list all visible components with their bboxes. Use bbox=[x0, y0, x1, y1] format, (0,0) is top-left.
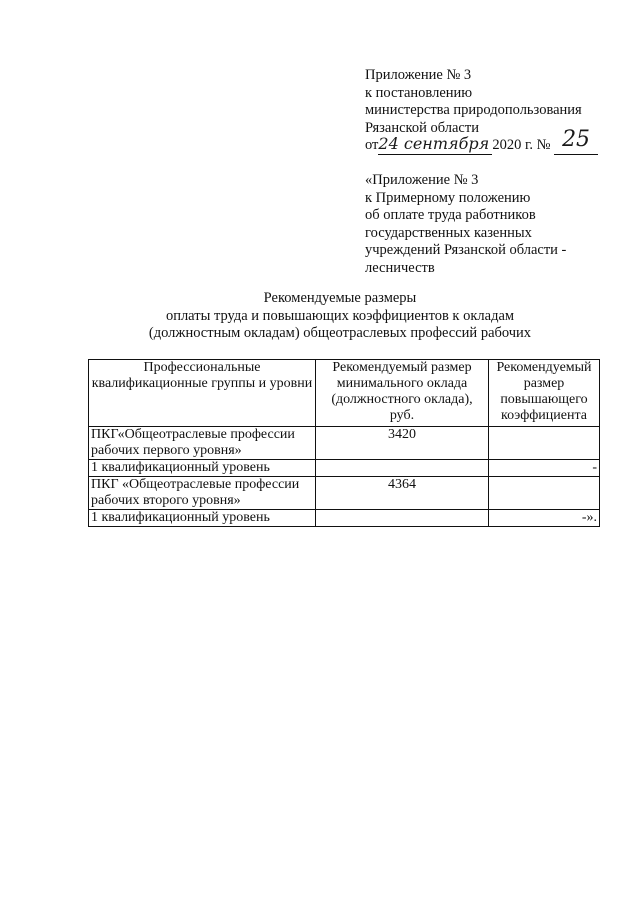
title-line: (должностным окладам) общеотраслевых профессий рабочих bbox=[148, 325, 532, 341]
table-row bbox=[89, 460, 600, 477]
salary-cell bbox=[316, 460, 489, 477]
table-row bbox=[89, 477, 600, 510]
handwritten-number: 25 bbox=[562, 126, 591, 152]
header-line: Приложение № 3 bbox=[365, 67, 472, 83]
level-name: 1 квалификационный уровень bbox=[89, 460, 316, 477]
group-name: ПКГ«Общеотраслевые профессии рабочих первого уровня» bbox=[89, 427, 316, 460]
annex-line: «Приложение № 3 bbox=[365, 172, 479, 188]
salary-cell: 4364 bbox=[316, 477, 489, 510]
annex-line: учреждений Рязанской области - bbox=[365, 242, 567, 259]
table-row bbox=[89, 510, 600, 527]
document-title bbox=[60, 290, 620, 343]
annex-line: к Примерному положению bbox=[365, 189, 531, 206]
column-header: Рекомендуемый размер минимального оклада (должностного оклада), руб. bbox=[316, 360, 489, 427]
title-line: оплаты труда и повышающих коэффициентов к окладам bbox=[165, 307, 515, 324]
number-field bbox=[554, 126, 598, 155]
date-field bbox=[378, 133, 492, 155]
table-row bbox=[89, 427, 600, 460]
coefficient-cell: -». bbox=[489, 510, 600, 527]
group-name: ПКГ «Общеотраслевые профессии рабочих второго уровня» bbox=[89, 477, 316, 510]
wage-table bbox=[88, 359, 600, 527]
header-line: министерства природопользования bbox=[365, 102, 582, 118]
title-line: Рекомендуемые размеры bbox=[263, 290, 417, 306]
column-header: Профессиональные квалификационные группы и уровни bbox=[89, 360, 316, 427]
level-name: 1 квалификационный уровень bbox=[89, 510, 316, 527]
annex-line: об оплате труда работников bbox=[365, 207, 536, 224]
annex-line: лесничеств bbox=[365, 259, 435, 276]
column-header: Рекомендуемый размер повышающего коэффициента bbox=[489, 360, 600, 427]
salary-cell bbox=[316, 510, 489, 527]
header-line: к постановлению bbox=[365, 84, 473, 101]
coefficient-cell: - bbox=[489, 460, 600, 477]
handwritten-date: 24 сентября bbox=[378, 133, 490, 153]
resolution-reference bbox=[365, 67, 627, 155]
coefficient-cell bbox=[489, 477, 600, 510]
table-header-row bbox=[89, 360, 600, 427]
date-prefix: от bbox=[365, 137, 379, 153]
annex-reference bbox=[365, 172, 627, 278]
annex-line: государственных казенных bbox=[365, 224, 532, 241]
salary-cell: 3420 bbox=[316, 427, 489, 460]
header-line: Рязанской области bbox=[365, 119, 479, 136]
date-suffix: 2020 г. № bbox=[492, 137, 551, 153]
coefficient-cell bbox=[489, 427, 600, 460]
